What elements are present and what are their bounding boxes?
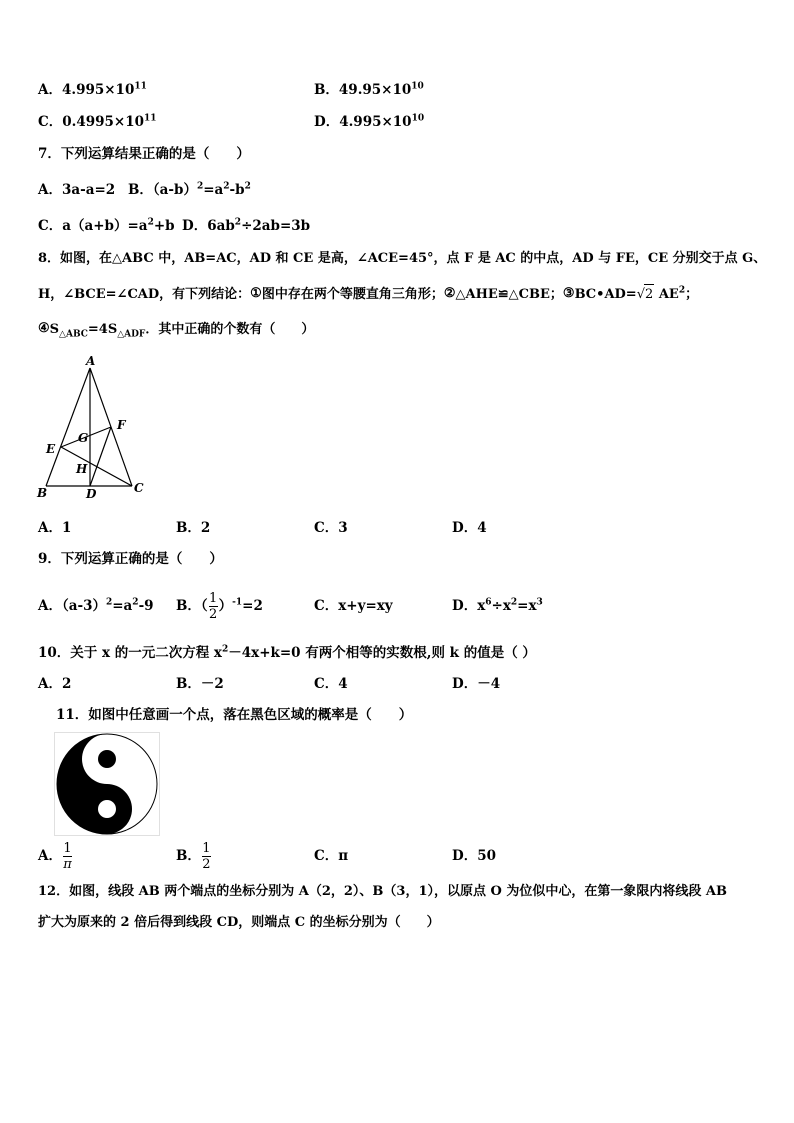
q8-line1: 8．如图，在△ABC 中，AB=AC，AD 和 CE 是高，∠ACE=45°，点 F 是 AC 的中点，AD 与 FE，CE 分别交于点 G、: [38, 251, 767, 266]
q7-b-part3: -b: [229, 182, 245, 198]
q12-line1: 12．如图，线段 AB 两个端点的坐标分别为 A（2，2）、B（3，1），以原点 O 为位似中心，在第一象限内将线段 AB: [38, 884, 727, 899]
q9-a-exp1: 2: [105, 597, 113, 608]
q9-b-part2: ）: [218, 598, 233, 614]
q10-option-c: C．4: [314, 676, 348, 692]
q8-conclusion-3: BC•AD=: [574, 287, 637, 302]
q9-d-exp1: 6: [485, 597, 492, 608]
q11-option-c: C．π: [314, 848, 349, 864]
q9-d-part1: D．x: [452, 598, 486, 614]
q9-d-exp2: 2: [510, 597, 518, 608]
q8-circled-3: ③: [562, 286, 575, 301]
q8-option-b: B．2: [176, 520, 211, 536]
q11-a-label: A．: [38, 848, 62, 864]
q7-option-a: A．3a-a=2: [38, 182, 116, 198]
q9-option-b: [176, 590, 263, 622]
q6-option-b-exp: 10: [411, 81, 424, 92]
q7-c-part1: C．a（a+b）=a: [38, 218, 148, 234]
q8-conclusion-3-exp: 2: [678, 285, 686, 296]
sqrt-icon: √: [636, 287, 645, 302]
q7-d-exp: 2: [234, 217, 242, 228]
q7-c-exp: 2: [147, 217, 154, 228]
q6-option-a: [38, 80, 147, 100]
line-df: [90, 427, 111, 486]
label-b: B: [37, 486, 48, 500]
q9-b-fraction: [209, 591, 218, 622]
q8-sub1: △ABC: [59, 329, 88, 340]
q11-a-num: 1: [63, 841, 72, 856]
q6-option-b: [314, 80, 424, 100]
q8-triangle-figure: [32, 352, 150, 502]
q10-stem: [38, 643, 536, 663]
q9-a-part2: =a: [112, 598, 133, 614]
label-a: A: [86, 354, 96, 368]
q9-option-d: [452, 596, 543, 616]
q9-a-part3: -9: [138, 598, 154, 614]
q8-option-a: A．1: [38, 520, 72, 536]
q6-option-b-text: B．49.95×10: [314, 82, 412, 98]
q11-a-den: π: [63, 857, 72, 872]
q10-stem-exp: 2: [221, 644, 229, 655]
label-f: F: [117, 418, 126, 432]
q8-line2: [38, 284, 698, 305]
q9-d-exp3: 3: [536, 597, 543, 608]
q9-b-part1: B．（: [176, 598, 208, 614]
q6-option-c: [38, 112, 157, 132]
q11-option-a: [38, 838, 73, 874]
q8-sqrt-value: 2: [644, 284, 654, 305]
q9-option-c: C．x+y=xy: [314, 598, 393, 614]
q8-line3: [38, 320, 314, 340]
q11-a-fraction: [63, 841, 72, 872]
q9-b-num: 1: [209, 591, 218, 606]
q7-d-part1: D．6ab: [182, 218, 235, 234]
q10-stem-pre: 10．关于 x 的一元二次方程 x: [38, 645, 222, 661]
q8-conclusion-3b: AE: [658, 287, 679, 302]
label-g: G: [78, 431, 89, 445]
q11-b-fraction: [202, 841, 211, 872]
q11-b-label: B．: [176, 848, 201, 864]
label-c: C: [134, 481, 144, 495]
q7-stem: 7．下列运算结果正确的是（ ）: [38, 146, 250, 162]
q7-option-c: [38, 216, 175, 236]
yin-yang-icon: [57, 734, 157, 834]
q11-b-num: 1: [202, 841, 211, 856]
q7-b-part2: =a: [203, 182, 224, 198]
q7-c-part2: +b: [153, 218, 175, 234]
q8-s2: =4S: [87, 322, 118, 337]
q11-option-d: D．50: [452, 848, 496, 864]
q6-option-a-text: A．4.995×10: [38, 82, 135, 98]
q8-sub2: △ADF: [117, 329, 146, 340]
q11-b-den: 2: [202, 857, 211, 872]
q9-stem: 9．下列运算正确的是（ ）: [38, 551, 223, 567]
q6-option-c-text: C．0.4995×10: [38, 114, 145, 130]
q9-b-den: 2: [209, 607, 218, 622]
q10-option-d: D．－4: [452, 676, 501, 692]
label-d: D: [86, 487, 97, 501]
q9-option-a: [38, 596, 154, 616]
q10-option-a: A．2: [38, 676, 72, 692]
q8-conclusion-2: △AHE≌△CBE；: [455, 287, 563, 302]
q7-b-exp2: 2: [223, 181, 230, 192]
q7-d-part2: ÷2ab=3b: [241, 218, 311, 234]
label-e: E: [46, 442, 56, 456]
q9-d-part3: =x: [517, 598, 537, 614]
q9-a-part1: A．（a-3）: [38, 598, 106, 614]
q7-b-exp3: 2: [244, 181, 251, 192]
q7-option-b: [128, 180, 251, 200]
q8-line2-pre: H，∠BCE=∠CAD，有下列结论：: [38, 287, 251, 302]
q11-figure: [54, 732, 160, 836]
q8-s1: S: [49, 322, 60, 337]
q8-option-d: D．4: [452, 520, 487, 536]
q7-b-exp1: 2: [196, 181, 204, 192]
q11-stem: 11．如图中任意画一个点，落在黑色区域的概率是（ ）: [56, 707, 413, 723]
q8-option-c: C．3: [314, 520, 348, 536]
q9-b-part3: =2: [242, 598, 263, 614]
q9-d-part2: ÷x: [491, 598, 511, 614]
q10-stem-post: －4x+k=0 有两个相等的实数根,则 k 的值是（ ）: [228, 645, 536, 661]
q8-circled-4: ④: [38, 321, 50, 336]
q12-line2: 扩大为原来的 2 倍后得到线段 CD，则端点 C 的坐标分别为（ ）: [38, 915, 440, 930]
q10-option-b: B．－2: [176, 676, 224, 692]
q7-option-d: [182, 216, 310, 236]
q6-option-d-exp: 10: [411, 113, 425, 124]
q6-option-c-exp: 11: [144, 113, 157, 124]
label-h: H: [76, 462, 88, 476]
q9-a-exp2: 2: [132, 597, 139, 608]
q7-b-part1: B．（a-b）: [128, 182, 197, 198]
q11-option-b: [176, 838, 212, 874]
q8-line2-end: ；: [685, 287, 699, 302]
q6-option-d-text: D．4.995×10: [314, 114, 412, 130]
q8-circled-1: ①: [250, 286, 262, 301]
q6-option-a-exp: 11: [134, 81, 147, 92]
q8-conclusion-1: 图中存在两个等腰直角三角形；: [261, 287, 444, 302]
q9-b-exp: -1: [232, 597, 243, 608]
q6-option-d: [314, 112, 424, 132]
q8-circled-2: ②: [443, 286, 456, 301]
q8-line3-end: ．其中正确的个数有（ ）: [145, 322, 315, 337]
